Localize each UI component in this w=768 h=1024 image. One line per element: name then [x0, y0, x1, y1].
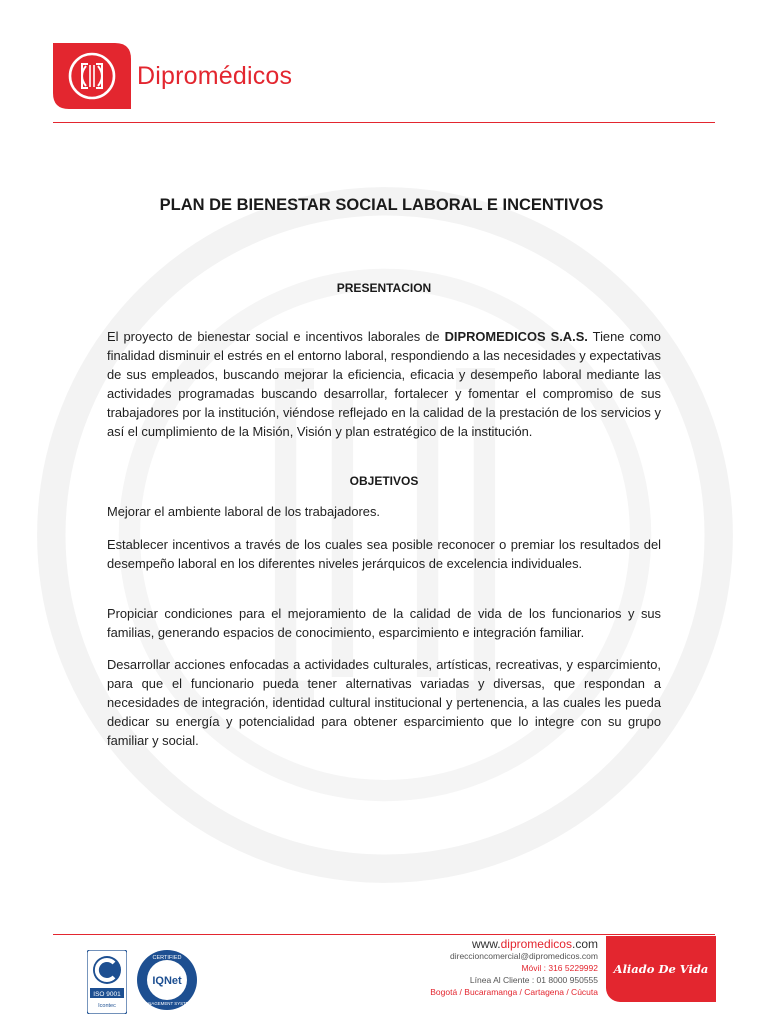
tagline-badge [606, 936, 716, 1002]
presentation-text-start: El proyecto de bienestar social e incentivos laborales de [107, 329, 440, 344]
icontec-label: Icontec [98, 1003, 116, 1009]
iso-label: ISO 9001 [93, 991, 121, 998]
website-brand: dipromedicos [500, 937, 572, 951]
document-title: PLAN DE BIENESTAR SOCIAL LABORAL E INCENTIVOS [159, 196, 604, 214]
iqnet-certification-logo [135, 948, 199, 1012]
contact-mobile: Móvil : 316 5229992 [521, 963, 598, 973]
tagline-text: Aliado De Vida [613, 962, 709, 976]
company-logo [53, 43, 292, 109]
contact-email[interactable]: direccioncomercial@dipromedicos.com [450, 951, 598, 961]
presentation-heading: PRESENTACION [336, 281, 432, 295]
footer-divider [53, 934, 715, 935]
office-cities: Bogotá / Bucaramanga / Cartagena / Cúcuta [430, 987, 598, 997]
company-name: DIPROMEDICOS S.A.S. [444, 329, 588, 344]
presentation-paragraph [107, 327, 661, 441]
objectives-heading: OBJETIVOS [349, 474, 419, 488]
iqnet-label: IQNet [152, 975, 182, 987]
objective-item: Propiciar condiciones para el mejoramiento de la calidad de vida de los funcionarios y sus familias, generando espacios de conocimiento, esparcimiento e integración familiar. [107, 606, 661, 640]
objective-item: Establecer incentivos a través de los cuales sea posible reconocer o premiar los resultados del desempeño laboral en los diferentes niveles jerárquicos de excelencia individuales. [107, 537, 661, 571]
footer-contact [430, 938, 598, 998]
presentation-text-end: Tiene como finalidad disminuir el estrés en el entorno laboral, respondiendo a las necesidades y expectativas de sus empleados, buscando mejorar la eficiencia, eficacia y desempeño laboral mediante las actividades programadas buscando desarrollar, fortalecer y fomentar el compromiso de sus trabajadores por la institución, viéndose reflejado en la calidad de la prestación de los servicios y así el cumplimiento de la Misión, Visión y plan estratégico de la institución. [107, 329, 661, 439]
management-system-label: MANAGEMENT SYSTEM [141, 1001, 193, 1006]
website-prefix: www. [471, 937, 501, 951]
objective-item: Desarrollar acciones enfocadas a actividades culturales, artísticas, recreativas, y esparcimiento, para que el funcionario pueda tener alternativas variadas y diversas, que respondan a necesidades de integración, identidad cultural institucional y pertenencia, a las cuales les pueda dedicar su energía y potencialidad para obtener esparcimiento que lo integre con su grupo familiar y social. [107, 657, 661, 748]
iso-9001-certification-logo [87, 950, 127, 1014]
objective-item: Mejorar el ambiente laboral de los trabajadores. [107, 504, 381, 519]
certified-label: CERTIFIED [152, 955, 182, 961]
brand-name: Dipromédicos [137, 61, 293, 90]
website-suffix: .com [571, 937, 598, 951]
customer-line: Línea Al Cliente : 01 8000 950555 [469, 975, 598, 985]
dd-monogram-icon [53, 43, 131, 109]
header-divider [53, 122, 715, 123]
website-link[interactable] [430, 938, 598, 950]
